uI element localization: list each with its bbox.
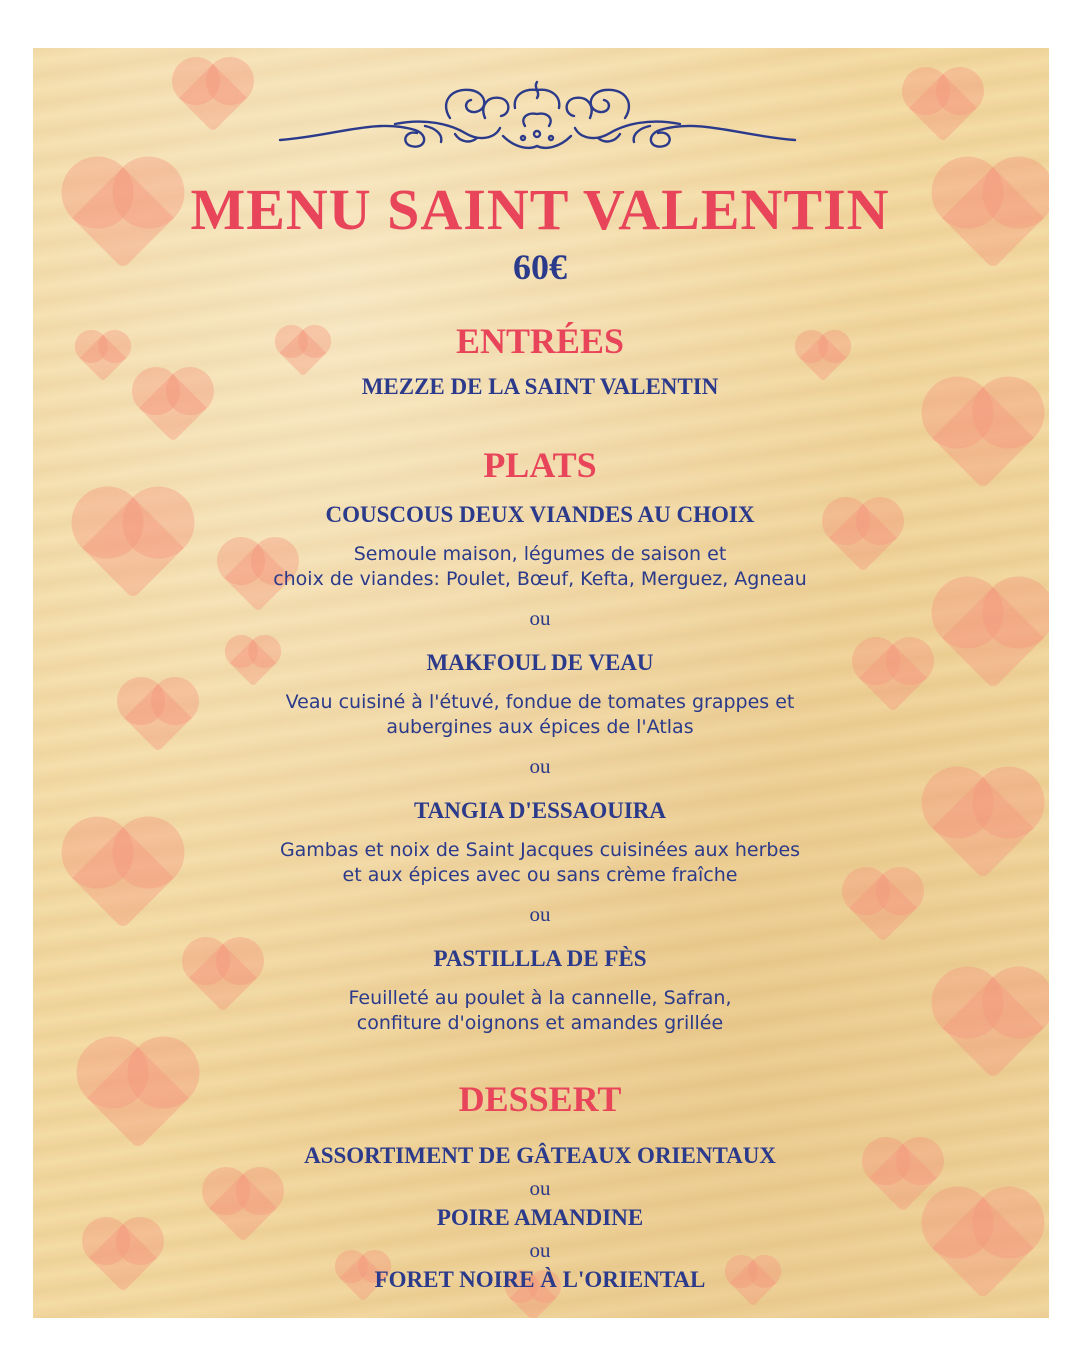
plat-description: choix de viandes: Poulet, Bœuf, Kefta, Merguez, Agneau xyxy=(273,568,807,590)
plat-name: COUSCOUS DEUX VIANDES AU CHOIX xyxy=(325,502,755,527)
dessert-item: ASSORTIMENT DE GÂTEAUX ORIENTAUX xyxy=(304,1143,776,1168)
menu-price: 60€ xyxy=(513,247,567,287)
plat-description: et aux épices avec ou sans crème fraîche xyxy=(342,864,738,886)
menu-title: MENU SAINT VALENTIN xyxy=(190,177,890,242)
or-separator: ou xyxy=(529,902,551,926)
plat-description: Feuilleté au poulet à la cannelle, Safran, xyxy=(348,987,732,1009)
plat-description: Veau cuisiné à l'étuvé, fondue de tomates grappes et xyxy=(285,691,795,713)
plat-name: MAKFOUL DE VEAU xyxy=(426,650,654,675)
entree-item: MEZZE DE LA SAINT VALENTIN xyxy=(361,374,719,399)
or-separator: ou xyxy=(529,606,551,630)
or-separator: ou xyxy=(529,1176,551,1200)
section-heading-entrees: ENTRÉES xyxy=(455,321,625,361)
plat-description: Gambas et noix de Saint Jacques cuisinées aux herbes xyxy=(279,839,801,861)
plat-description: confiture d'oignons et amandes grillée xyxy=(356,1012,724,1034)
plat-name: TANGIA D'ESSAOUIRA xyxy=(414,798,666,823)
or-separator: ou xyxy=(529,754,551,778)
dessert-item: POIRE AMANDINE xyxy=(436,1205,644,1230)
or-separator: ou xyxy=(529,1238,551,1262)
section-heading-plats: PLATS xyxy=(483,445,597,485)
section-heading-dessert: DESSERT xyxy=(458,1079,622,1119)
plat-description: aubergines aux épices de l'Atlas xyxy=(386,716,694,738)
plat-name: PASTILLLA DE FÈS xyxy=(433,946,647,971)
plat-description: Semoule maison, légumes de saison et xyxy=(353,543,727,565)
dessert-item: FORET NOIRE À L'ORIENTAL xyxy=(374,1267,706,1292)
filigree-ornament-icon xyxy=(275,78,800,160)
